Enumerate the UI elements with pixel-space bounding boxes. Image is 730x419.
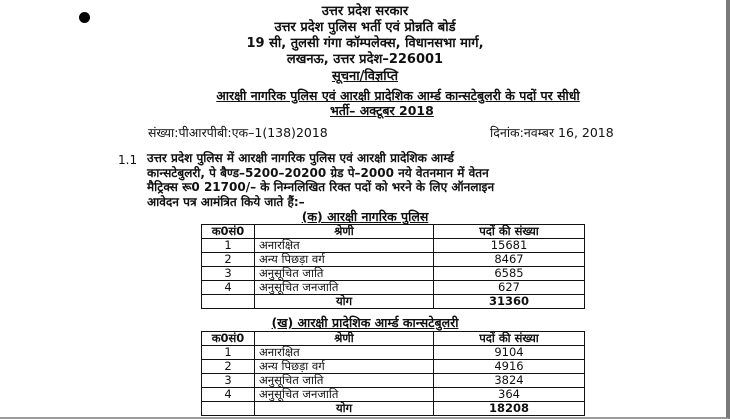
table-total-row: [202, 402, 585, 416]
table-row: [202, 267, 585, 281]
cell-count: 3824: [434, 374, 585, 388]
table-a-caption: (क) आरक्षी नागरिक पुलिस: [301, 209, 429, 224]
cell-category: अनुसूचित जनजाति: [255, 281, 434, 295]
cell-count: 4916: [434, 360, 585, 374]
total-value: 18208: [434, 402, 585, 416]
cell-serial: 2: [202, 360, 255, 374]
cell-serial: 2: [202, 253, 255, 267]
cell-category: अन्य पिछड़ा वर्ग: [255, 253, 434, 267]
cell-count: 9104: [434, 346, 585, 360]
header-board-name: उत्तर प्रदेश पुलिस भर्ती एवं प्रोन्नति बोर्ड: [274, 20, 456, 35]
paragraph-line: कान्सटेबुलरी, पे बैण्ड–5200–20200 ग्रेड पे–2000 नये वेतनमान में वेतन: [147, 165, 489, 180]
total-value: 31360: [434, 295, 585, 309]
paragraph-line: उत्तर प्रदेश पुलिस में आरक्षी नागरिक पुलिस एवं आरक्षी प्रादेशिक आर्म्ड: [147, 151, 454, 165]
notice-title: सूचना/विज्ञप्ति: [331, 69, 399, 84]
table-a: [201, 224, 585, 309]
subject-line1: आरक्षी नागरिक पुलिस एवं आरक्षी प्रादेशिक आर्म्ड कान्सटेबुलरी के पदों पर सीधी: [216, 88, 580, 103]
cell-blank: [202, 402, 255, 416]
cell-serial: 3: [202, 374, 255, 388]
cell-category: अनारक्षित: [255, 239, 434, 253]
reference-date: दिनांक:नवम्बर 16, 2018: [490, 125, 614, 140]
cell-count: 364: [434, 388, 585, 402]
header-address-line2: लखनऊ, उत्तर प्रदेश–226001: [286, 52, 444, 67]
total-label: योग: [255, 295, 434, 309]
table-row: [202, 281, 585, 295]
cell-count: 8467: [434, 253, 585, 267]
header-category: श्रेणी: [255, 332, 434, 346]
cell-serial: 3: [202, 267, 255, 281]
cell-serial: 1: [202, 346, 255, 360]
header-post-count: पदों की संख्या: [434, 225, 585, 239]
reference-number: संख्या:पीआरपीबी:एक–1(138)2018: [148, 125, 328, 140]
cell-count: 627: [434, 281, 585, 295]
header-serial: क0सं0: [202, 332, 255, 346]
header-category: श्रेणी: [255, 225, 434, 239]
table-header-row: [202, 332, 585, 346]
paragraph-line: आवेदन पत्र आमंत्रित किये जाते हैं:–: [147, 194, 305, 209]
table-row: [202, 360, 585, 374]
cell-category: अनुसूचित जनजाति: [255, 388, 434, 402]
table-row: [202, 346, 585, 360]
table-b: [201, 331, 585, 416]
total-label: योग: [255, 402, 434, 416]
table-total-row: [202, 295, 585, 309]
cell-count: 15681: [434, 239, 585, 253]
paragraph-line: मैट्रिक्स रू0 21700/– के निम्नलिखित रिक्त पदों को भरने के लिए ऑनलाइन: [147, 180, 495, 194]
table-row: [202, 374, 585, 388]
subject: [118, 88, 678, 118]
table-row: [202, 253, 585, 267]
subject-line2: भर्ती– अक्टूबर 2018: [330, 103, 434, 118]
cell-category: अन्य पिछड़ा वर्ग: [255, 360, 434, 374]
paragraph-text: [147, 151, 687, 209]
table-row: [202, 388, 585, 402]
cell-category: अनारक्षित: [255, 346, 434, 360]
table-b-caption: (ख) आरक्षी प्रादेशिक आर्म्ड कान्सटेबुलरी: [271, 315, 459, 330]
header-serial: क0सं0: [202, 225, 255, 239]
table-row: [202, 239, 585, 253]
paragraph-number: 1.1: [118, 153, 138, 167]
cell-blank: [202, 295, 255, 309]
header-address-line1: 19 सी, तुलसी गंगा कॉम्पलेक्स, विधानसभा मार्ग,: [246, 36, 484, 51]
cell-serial: 4: [202, 281, 255, 295]
header-post-count: पदों की संख्या: [434, 332, 585, 346]
header-government: उत्तर प्रदेश सरकार: [321, 4, 409, 19]
cell-category: अनुसूचित जाति: [255, 374, 434, 388]
table-header-row: [202, 225, 585, 239]
cell-serial: 1: [202, 239, 255, 253]
cell-count: 6585: [434, 267, 585, 281]
cell-category: अनुसूचित जाति: [255, 267, 434, 281]
cell-serial: 4: [202, 388, 255, 402]
